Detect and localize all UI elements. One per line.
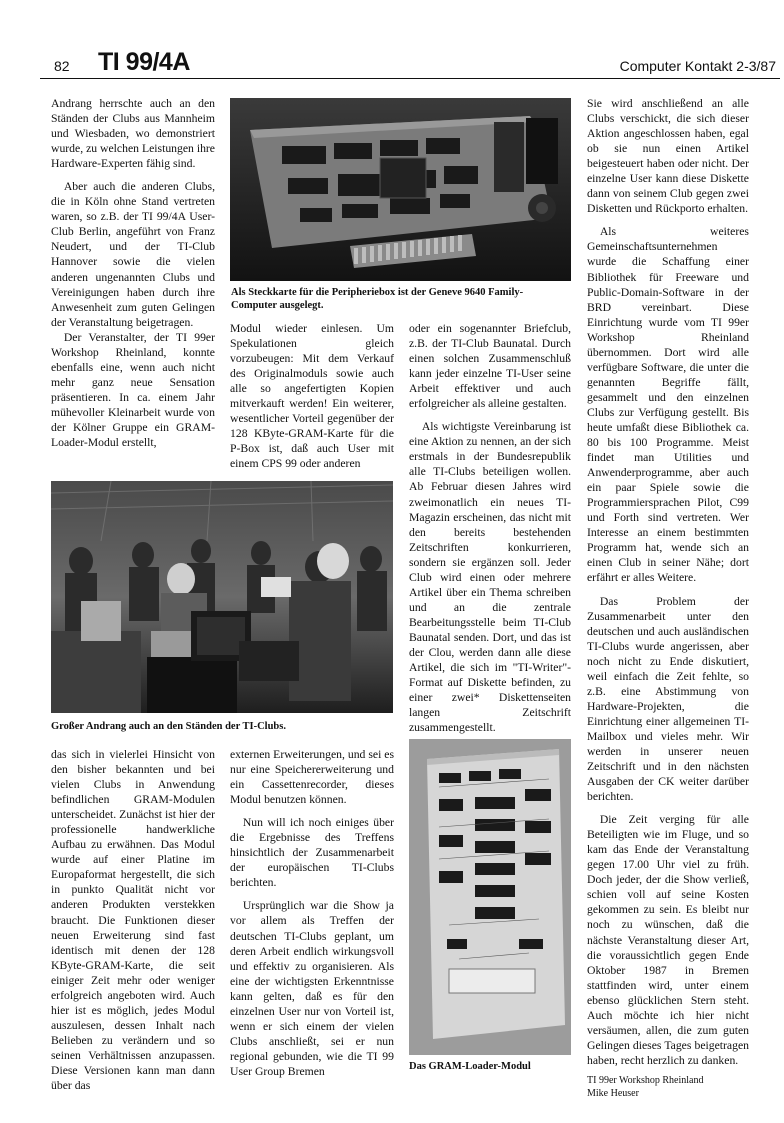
column-4 — [587, 96, 749, 1100]
paragraph: Das Problem der Zusammenarbeit unter den deutschen und auch ausländischen TI-Clubs wurde angerissen, aber noch nicht zu Ende diskutiert, weil einfach die Zeit fehlte, so z.B. eine Abstimmung von Hardware-Projekten, die Einrichtung einer allgemeinen TI-Mailbox und vieles mehr. Wir werden in unserer neuen Zeitschrift und in den nächsten Ausgaben der CK weiter darüber berichten. — [587, 594, 749, 804]
caption-andrang: Großer Andrang auch an den Ständen der TI-Clubs. — [51, 721, 286, 732]
paragraph: Aber auch die anderen Clubs, die in Köln ohne Stand vertreten waren, so z.B. der TI 99/4A User-Club Berlin, angeführt von Franz Neudert, und der TI-Club Hannover sowie die vielen anderen ungenannten Clubs und Vereinigungen haben durch ihre Anwesenheit zum guten Gelingen der Veranstaltung beigetragen. — [51, 180, 215, 329]
paragraph: externen Erweiterungen, und sei es nur eine Speichererweiterung und ein Cassettenrecorder, dieses Modul benutzen können. — [230, 748, 394, 807]
paragraph: Ursprünglich war die Show ja vor allem als Treffen der deutschen TI-Clubs geplant, um deren Arbeit endlich wirkungsvoll und effektiv zu organisieren. Als eine der wichtigsten Erkenntnisse kann gelten, daß es für den einzelnen User nur von Vorteil ist, wenn er sich einem der vielen Clubs anschließt, sei er nun regional gebunden, wie die TI 99 User Group Bremen — [230, 899, 394, 1078]
issue-label: Computer Kontakt 2-3/87 — [619, 58, 776, 74]
column-3-top — [409, 321, 571, 735]
caption-steckkarte: Als Steckkarte für die Peripheriebox ist der Geneve 9640 Family-Computer ausgelegt. — [231, 287, 524, 311]
page-number: 82 — [54, 58, 70, 74]
paragraph: oder ein sogenannter Briefclub, z.B. der TI-Club Baunatal. Durch einen solchen Zusammenschluß kann jeder einzelne TI-User seine Arbeit effektiver und auch erfolgreicher als alleine gestalten. — [409, 322, 571, 411]
page-header — [40, 44, 780, 79]
column-1-top — [51, 96, 215, 450]
geneve-board-photo — [230, 98, 571, 281]
signature-org: TI 99er Workshop Rheinland — [587, 1074, 704, 1086]
column-1-bottom — [51, 747, 215, 1093]
section-title: TI 99/4A — [98, 48, 190, 76]
gram-module-photo — [409, 739, 571, 1055]
paragraph: das sich in vielerlei Hinsicht von den bisher bekannten und bei vielen Clubs in Anwendung befindlichen GRAM-Modulen unterscheidet. Zunächst ist hier der professionelle handwerkliche Aufbau zu erwähnen. Das Modul wurde auf einer Platine im Europaformat hergestellt, die sich in punkto Qualität nicht vor anderen Produkten verstekken braucht. Die Funktionen dieser neuen Erweiterung sind fast identisch mit denen der 128 KByte-GRAM-Karte, die seit einiger Zeit mehr oder weniger erfolgreich angeboten wird. Auch hier ist es möglich, jedes Modul auszulesen, dessen Inhalt nach Belieben zu verändern und so seinen Verhältnissen anzupassen. Diese Versionen kann man dann über das — [51, 748, 215, 1093]
paragraph: Nun will ich noch einiges über die Ergebnisse des Treffens hinsichtlich der Zusammenarbeit der europäischen TI-Clubs berichten. — [230, 816, 394, 890]
column-2-bottom — [230, 747, 394, 1079]
paragraph: Sie wird anschließend an alle Clubs verschickt, die sich dieser Aktion angeschlossen haben, egal ob sie nun einen Artikel beigesteuert haben oder nicht. Der einzelne User kann diese Diskette dann von seinem Club gegen zwei Disketten und Rückporto erhalten. — [587, 97, 749, 216]
paragraph: Der Veranstalter, der TI 99er Workshop Rheinland, konnte ebenfalls eine, wenn auch nicht mehr ganz neue Sensation präsentieren. In ca. einem Jahr mühevoller Kleinarbeit wurde von der Kölner Gruppe ein GRAM-Loader-Modul erstellt, — [51, 330, 215, 450]
paragraph: Andrang herrschte auch an den Ständen der Clubs aus Mannheim und Wiesbaden, wo demonstriert wurde, zu welchen Leistungen ihre Hardware-Experten fähig sind. — [51, 97, 215, 171]
signature-author: Mike Heuser — [587, 1087, 639, 1099]
caption-gram-modul: Das GRAM-Loader-Modul — [409, 1061, 531, 1072]
column-2-top — [230, 321, 394, 471]
paragraph: Modul wieder einlesen. Um Spekulationen gleich vorzubeugen: Mit dem Verkauf des Originalmoduls sowie auch alle so angefertigten Kopien mitverkauft werden! Ein weiterer, wesentlicher Vorteil gegenüber der 128 KByte-GRAM-Karte für die P-Box ist, daß auch User mit einem CPS 99 oder anderen — [230, 322, 394, 471]
paragraph: Als wichtigste Vereinbarung ist eine Aktion zu nennen, an der sich erstmals in der Bundesrepublik alle TI-Clubs beteiligen wollen. Ab Februar diesen Jahres wird zweimonatlich ein neues TI-Magazin erscheinen, das nicht mit den bereits bestehenden Zeitschriften konkurrieren, sondern sie ergänzen soll. Jeder Club wird einen oder mehrere Artikel über ein Thema schreiben und an die zentrale Bearbeitungsstelle beim TI-Club Baunatal senden. Dort, und das ist der Clou, werden dann alle diese Artikel, die sich im "TI-Writer"-Format auf Diskette befinden, zu einer zwei* Diskettenseiten langen Zeitschrift zusammengestellt. — [409, 420, 571, 735]
paragraph: Die Zeit verging für alle Beteiligten wie im Fluge, und so kam das Ende der Veranstaltung gegen 17.00 Uhr viel zu früh. Doch jeder, der die Show verließ, schien voll auf seine Kosten gekommen zu sein. Es bleibt nur noch zu wünschen, daß die nächste Veranstaltung dieser Art, die voraussichtlich gegen Ende Oktober 1987 in Bremen stattfinden wird, unter einem ebenso glücklichen Stern steht. Auch möchte ich hier nicht versäumen, allen, die zum guten Gelingen dieses Tages beigetragen haben, recht herzlich zu danken. — [587, 813, 749, 1067]
crowd-photo — [51, 481, 393, 713]
paragraph: Als weiteres Gemeinschaftsunternehmen wurde die Schaffung einer Bibliothek für Freeware und Public-Domain-Software in der BRD vereinbart. Diese Einrichtung wurde vom TI 99er Workshop Rheinland übernommen. Dort wird alle verfügbare Software, die unter die genannten Begriffe fällt, gesammelt und den einzelnen Clubs zur Verfügung gestellt. Bis heute umfaßt diese Bibliothek ca. 80 bis 100 Programme. Meist findet man Utilities und Anwenderprogramme, aber auch ein paar Spiele sowie die Programmiersprachen Pilot, C99 und Forth sind vertreten. Wer Interesse an einem bestimmten Programm hat, wende sich an einen Club in seiner Nähe; dort erfährt er alles Weitere. — [587, 225, 749, 585]
